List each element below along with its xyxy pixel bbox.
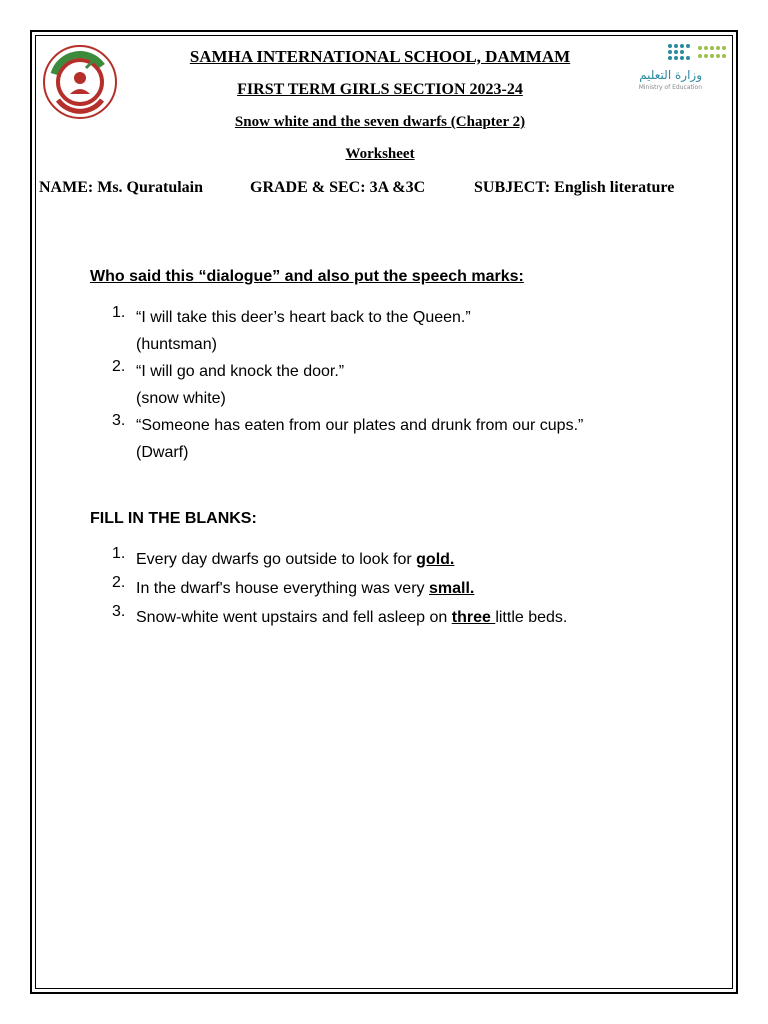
dialogue-section-title: Who said this “dialogue” and also put the speech marks: xyxy=(90,268,524,285)
sentence-text: Snow-white went upstairs and fell asleep on xyxy=(136,609,452,626)
topic-heading: Snow white and the seven dwarfs (Chapter 2) xyxy=(234,114,526,130)
ministry-logo xyxy=(630,42,730,98)
blank-answer: small. xyxy=(428,580,475,597)
item-number: 2. xyxy=(112,574,126,591)
list-item xyxy=(112,545,567,574)
dialogue-quote: “Someone has eaten from our plates and drunk from our cups.” xyxy=(136,417,584,434)
item-number: 2. xyxy=(112,358,126,375)
school-name: SAMHA INTERNATIONAL SCHOOL, DAMMAM xyxy=(189,47,571,66)
blank-answer: gold. xyxy=(416,551,455,568)
sentence-text-after: little beds. xyxy=(495,609,568,626)
blanks-list xyxy=(112,545,567,632)
dialogue-speaker: (huntsman) xyxy=(136,336,217,353)
worksheet-heading: Worksheet xyxy=(345,146,415,162)
sentence-text: In the dwarf's house everything was very xyxy=(136,580,429,597)
ministry-arabic-name: وزارة التعليم xyxy=(639,68,702,82)
term-heading: FIRST TERM GIRLS SECTION 2023-24 xyxy=(237,81,523,98)
info-row xyxy=(39,179,729,201)
item-number: 1. xyxy=(112,545,126,562)
dialogue-quote: “I will take this deer’s heart back to the Queen.” xyxy=(136,309,471,326)
subject: SUBJECT: English literature xyxy=(474,179,675,196)
dialogue-speaker: (Dwarf) xyxy=(136,444,189,461)
list-item xyxy=(112,358,583,412)
dialogue-list xyxy=(112,304,583,466)
item-number: 3. xyxy=(112,412,126,429)
sentence-text: Every day dwarfs go outside to look for xyxy=(136,551,417,568)
list-item xyxy=(112,412,583,466)
list-item xyxy=(112,304,583,358)
dialogue-speaker: (snow white) xyxy=(136,390,226,407)
item-number: 3. xyxy=(112,603,126,620)
grade-section: GRADE & SEC: 3A &3C xyxy=(250,179,426,196)
blank-answer: three xyxy=(451,609,496,626)
dialogue-quote: “I will go and knock the door.” xyxy=(136,363,345,380)
school-crest-icon xyxy=(42,44,118,120)
ministry-dots-icon xyxy=(666,42,730,64)
list-item xyxy=(112,574,567,603)
list-item xyxy=(112,603,567,632)
blanks-section-title: FILL IN THE BLANKS: xyxy=(90,510,257,527)
ministry-english-name: Ministry of Education xyxy=(638,84,702,91)
teacher-name: NAME: Ms. Quratulain xyxy=(39,179,203,196)
item-number: 1. xyxy=(112,304,126,321)
